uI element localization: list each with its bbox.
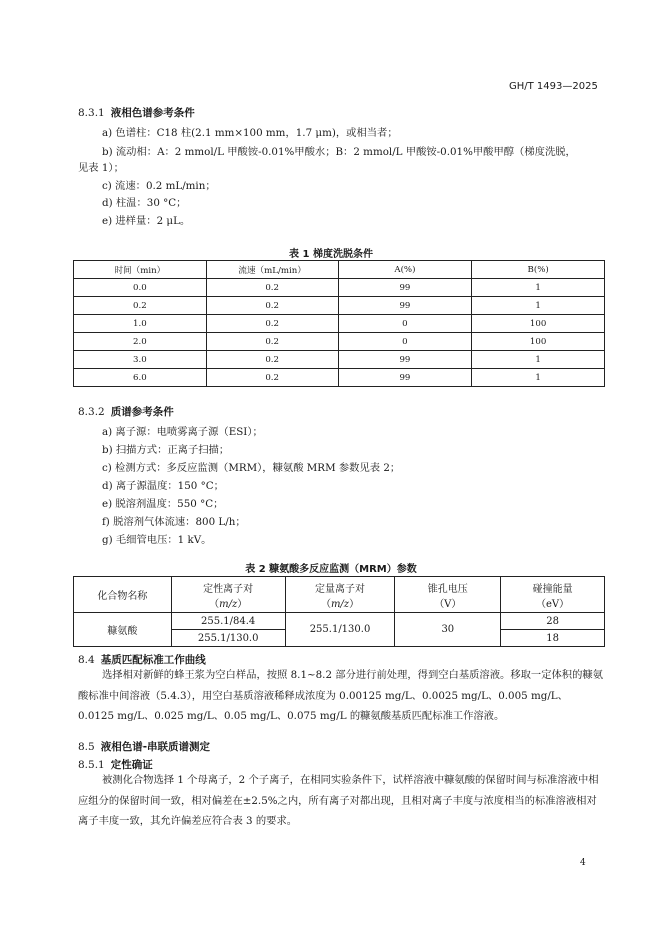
table-cell: 0.2 — [206, 315, 338, 333]
section-number: 8.3.1 — [78, 107, 105, 119]
unit-mz: m/z — [219, 598, 238, 610]
table-cell: 255.1/130.0 — [171, 630, 285, 647]
table-cell: 0.2 — [206, 279, 338, 297]
table-cell: 99 — [338, 279, 472, 297]
list-item: a) 色谱柱：C18 柱(2.1 mm×100 mm，1.7 μm)，或相当者； — [102, 127, 398, 139]
header-unit: （V） — [434, 598, 462, 610]
list-item: a) 离子源：电喷雾离子源（ESI）； — [102, 426, 263, 438]
list-item: b) 扫描方式：正离子扫描； — [102, 444, 230, 456]
header-cell — [171, 577, 285, 613]
table-cell: 0 — [338, 333, 472, 351]
table-caption: 表 1 梯度洗脱条件 — [289, 249, 373, 260]
list-item: d) 离子源温度：150 °C； — [102, 480, 224, 492]
table-row — [74, 333, 605, 351]
table-cell: 100 — [472, 333, 605, 351]
list-item: e) 进样量：2 μL。 — [102, 215, 191, 227]
table-row — [74, 613, 605, 630]
table-cell: 99 — [338, 297, 472, 315]
table-cell: 6.0 — [74, 369, 207, 387]
table-cell: 0 — [338, 315, 472, 333]
table-cell: 3.0 — [74, 351, 207, 369]
section-title: 质谱参考条件 — [110, 406, 174, 418]
section-number: 8.3.2 — [78, 406, 105, 418]
header-cell — [395, 577, 501, 613]
table-cell: 1 — [472, 369, 605, 387]
table-row — [74, 351, 605, 369]
list-item: e) 脱溶剂温度：550 °C； — [102, 498, 224, 510]
table-cell: 99 — [338, 351, 472, 369]
header-cell: A(%) — [338, 261, 472, 279]
page-number: 4 — [580, 858, 586, 868]
mrm-table — [73, 576, 605, 647]
table-caption: 表 2 糠氨酸多反应监测（MRM）参数 — [245, 564, 417, 575]
section-number: 8.4 — [78, 654, 95, 666]
header-cell: B(%) — [472, 261, 605, 279]
section-number: 8.5.1 — [78, 759, 105, 771]
table-cell: 0.2 — [206, 333, 338, 351]
section-title: 基质匹配标准工作曲线 — [100, 654, 206, 666]
table-cell: 1 — [472, 297, 605, 315]
list-item: b) 流动相：A：2 mmol/L 甲酸铵-0.01%甲酸水；B：2 mmol/L 甲酸铵-0.01%甲酸甲醇（梯度洗脱， — [102, 146, 576, 158]
table-cell: 0.0 — [74, 279, 207, 297]
header-label: 定性离子对 — [203, 583, 254, 595]
unit-mz: m/z — [330, 598, 350, 610]
document-code: GH/T 1493—2025 — [509, 81, 598, 92]
table-row — [74, 297, 605, 315]
gradient-table — [73, 260, 605, 387]
paragraph-8-5-1: 被测化合物选择 1 个母离子，2 个子离子，在相同实验条件下，试样溶液中糠氨酸的保留时间与标准溶液中相应组分的保留时间一致，相对偏差在±2.5%之内，所有离子对都出现，且相对离子丰度与浓度相当的标准溶液相对离子丰度一致，其允许偏差应符合表 3 的要求。 — [78, 774, 599, 827]
header-cell — [285, 577, 395, 613]
list-item: c) 流速：0.2 mL/min； — [102, 180, 216, 192]
table-cell: 2.0 — [74, 333, 207, 351]
header-label: 碰撞能量 — [532, 583, 573, 595]
table-cell: 255.1/84.4 — [171, 613, 285, 630]
table-cell: 30 — [395, 613, 501, 647]
table-row — [74, 315, 605, 333]
table-header-row — [74, 577, 605, 613]
table-cell: 1 — [472, 351, 605, 369]
section-title: 定性确证 — [110, 759, 153, 771]
list-item: c) 检测方式：多反应监测（MRM），糠氨酸 MRM 参数见表 2； — [102, 462, 401, 474]
header-cell — [501, 577, 605, 613]
table-cell: 1 — [472, 279, 605, 297]
list-item: f) 脱溶剂气体流速：800 L/h； — [102, 516, 246, 528]
list-item-continuation: 见表 1）； — [78, 162, 124, 174]
header-cell: 时间（min） — [74, 261, 207, 279]
header-unit: （eV） — [536, 598, 570, 610]
header-label: 锥孔电压 — [427, 583, 468, 595]
table-cell: 0.2 — [206, 297, 338, 315]
list-item: d) 柱温：30 °C； — [102, 197, 187, 209]
section-title: 液相色谱参考条件 — [110, 107, 195, 119]
table-cell: 1.0 — [74, 315, 207, 333]
table-row — [74, 279, 605, 297]
header-cell: 流速（mL/min） — [206, 261, 338, 279]
table-cell: 18 — [501, 630, 605, 647]
section-title: 液相色谱-串联质谱测定 — [100, 741, 211, 753]
table-cell: 255.1/130.0 — [285, 613, 395, 647]
table-cell: 100 — [472, 315, 605, 333]
section-heading-8-3-2 — [78, 404, 174, 419]
table-row — [74, 369, 605, 387]
table-cell: 0.2 — [74, 297, 207, 315]
paragraph-8-4: 选择相对新鲜的蜂王浆为空白样品，按照 8.1~8.2 部分进行前处理，得到空白基质溶液。移取一定体积的糠氨酸标准中间溶液（5.4.3），用空白基质溶液稀释成浓度为 0.00125 mg/L、0.0025 mg/L、0.005 mg/L、0.0125 mg/L、0.025 mg/L、0.05 mg/L、0.075 mg/L 的糠氨酸基质匹配标准工作溶液。 — [78, 669, 603, 722]
table-cell: 0.2 — [206, 351, 338, 369]
table-cell: 糠氨酸 — [74, 613, 172, 647]
table-header-row — [74, 261, 605, 279]
section-number: 8.5 — [78, 741, 95, 753]
section-heading-8-5 — [78, 739, 210, 754]
header-label: 定量离子对 — [315, 583, 365, 595]
table-cell: 0.2 — [206, 369, 338, 387]
header-unit: （m/z） — [209, 598, 248, 610]
table-cell: 28 — [501, 613, 605, 630]
list-item: g) 毛细管电压：1 kV。 — [102, 534, 212, 546]
header-cell: 化合物名称 — [74, 577, 172, 613]
header-unit: （m/z） — [320, 598, 360, 610]
section-heading-8-3-1 — [78, 105, 195, 120]
table-cell: 99 — [338, 369, 472, 387]
